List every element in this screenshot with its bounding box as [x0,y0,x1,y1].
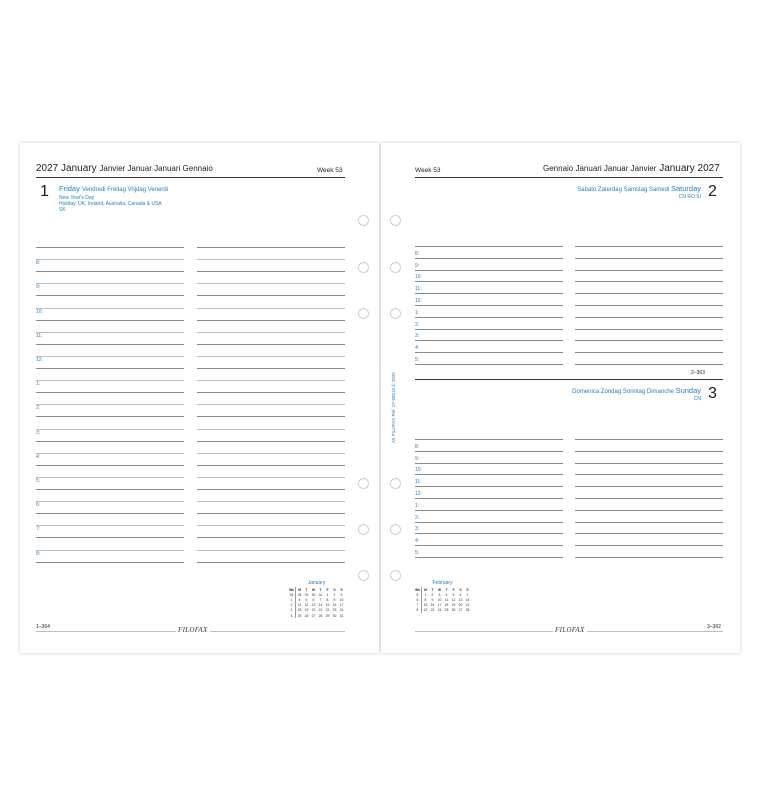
mini-calendar-header: M [424,587,427,592]
timeslot-line [575,293,723,294]
sat-translations: Sabato Zaterdag Samstag Samedi [577,187,670,193]
half-hour-line [197,429,345,430]
timeslot-line [575,305,723,306]
timeslot-line [36,344,184,345]
left-page [20,143,379,653]
timeslot-line [415,281,563,282]
binder-hole-left [358,570,369,581]
timeslot-line [197,344,345,345]
mini-calendar-cell: 8 [326,597,329,602]
left-footer-rule-a [36,631,176,632]
timeslot-line [197,562,345,563]
timeslot-line [575,486,723,487]
left-day-translations: Vendredi Freitag Vrijdag Venerdi [81,187,169,193]
hour-label: 10: [36,308,43,315]
timeslot-line [575,352,723,353]
timeslot-line [575,533,723,534]
left-header-year: 2027 [36,163,59,174]
half-hour-line [36,332,184,333]
mini-calendar-cell: 30 [332,613,337,618]
sat-heading [551,184,701,193]
mini-calendar-header: T [431,587,434,592]
half-hour-line [197,356,345,357]
hour-label: 8: [415,250,420,257]
mini-calendar-cell: 11 [297,603,302,608]
hour-label: 12: [415,491,422,497]
mini-calendar-header: S [333,587,336,592]
timeslot-line [415,258,563,259]
right-header-month: January [659,163,695,174]
mini-calendar-header: W [437,587,442,592]
mini-calendar-cell: 22 [423,608,428,613]
mini-calendar-header: M [298,587,301,592]
mini-calendar-cell: 29 [325,613,330,618]
hour-label: 11: [415,479,422,486]
right-header-rule [415,177,723,178]
hour-label: 5: [36,478,41,484]
hour-label: 3: [36,429,41,436]
hour-label: 4: [415,538,420,545]
mini-calendar-cell: 11 [444,597,449,602]
timeslot-line [36,562,184,563]
timeslot-line [575,510,723,511]
mini-calendar-cell: 2 [288,603,296,608]
left-mini-calendar-grid [288,587,345,618]
half-hour-line [36,453,184,454]
mini-calendar-header: S [466,587,469,592]
left-header [36,163,213,174]
mini-calendar-cell: 15 [325,603,330,608]
binder-hole-left [358,524,369,535]
right-header [543,163,720,174]
half-hour-line [197,404,345,405]
timeslot-line [575,522,723,523]
hour-label: 9: [415,262,420,269]
half-hour-line [36,380,184,381]
mini-calendar-cell: 24 [339,608,344,613]
left-header-rule [36,177,345,178]
hour-label: 4: [415,345,420,352]
half-hour-line [36,404,184,405]
hour-label: 4: [36,453,41,460]
timeslot-line [575,270,723,271]
mini-calendar-cell: 13 [311,603,316,608]
hour-label: 12: [36,357,43,363]
half-hour-line [197,477,345,478]
timeslot-line [197,320,345,321]
right-mini-calendar-grid [414,587,471,613]
hour-label: 1: [415,502,420,509]
left-mini-calendar-title: January [307,580,326,586]
half-hour-line [36,477,184,478]
mini-calendar-cell: 21 [318,608,323,613]
mini-calendar-cell: 19 [451,603,456,608]
mini-calendar-header: T [445,587,448,592]
left-footer-logo: FILOFAX [178,626,208,634]
mini-calendar-cell: 6 [312,597,315,602]
mini-calendar-header: S [340,587,343,592]
hour-label: 5: [415,357,420,363]
left-mini-calendar [288,580,345,618]
mini-calendar-cell: 5 [414,592,422,597]
mini-calendar-cell: 31 [339,613,344,618]
timeslot-line [415,533,563,534]
hour-label: 1: [36,381,41,388]
timeslot-line [415,317,563,318]
hour-label: 2: [36,405,41,412]
mini-calendar-cell: 21 [465,603,470,608]
timeslot-line [36,441,184,442]
mini-calendar-cell: 7 [319,597,322,602]
mini-calendar-cell: 10 [437,597,442,602]
timeslot-line [415,474,563,475]
hour-label: 8: [36,550,41,557]
hour-label: 3: [415,526,420,533]
hour-label: 2: [415,321,420,328]
timeslot-line [36,416,184,417]
mini-calendar-cell: 29 [304,592,309,597]
timeslot-line [36,465,184,466]
sat-end-rule [415,379,723,380]
half-hour-line [36,501,184,502]
timeslot-line [415,522,563,523]
mini-calendar-cell: 6 [414,597,422,602]
timeslot-line [575,557,723,558]
sun-translations: Domenica Zondag Sonntag Dimanche [572,389,674,395]
mini-calendar-cell: 19 [304,608,309,613]
mini-calendar-cell: 31 [318,592,323,597]
timeslot-line [575,545,723,546]
timeslot-line [575,451,723,452]
right-footer-rule-b [587,631,723,632]
timeslot-line [575,474,723,475]
timeslot-line [197,416,345,417]
mini-calendar-cell: 2 [431,592,434,597]
mini-calendar-header: Wk [414,587,421,592]
hour-label: 6: [36,502,41,509]
mini-calendar-cell: 18 [297,608,302,613]
mini-calendar-cell: 2 [333,592,336,597]
timeslot-line [575,258,723,259]
mini-calendar-cell: 12 [451,597,456,602]
hour-label: 9: [415,455,420,462]
timeslot-line [197,247,345,248]
timeslot-line [575,364,723,365]
mini-calendar-cell: 7 [466,592,469,597]
mini-calendar-cell: 10 [339,597,344,602]
mini-calendar-cell: 7 [414,603,422,608]
timeslot-line [36,489,184,490]
mini-calendar-cell: 13 [458,597,463,602]
mini-calendar-cell: 20 [458,603,463,608]
timeslot-line [197,392,345,393]
binder-hole-right [390,308,401,319]
left-day-number: 1 [40,183,49,200]
mini-calendar-cell: 12 [304,603,309,608]
mini-calendar-cell: 24 [437,608,442,613]
timeslot-line [575,463,723,464]
timeslot-line [197,441,345,442]
left-footer-rule-b [210,631,345,632]
mini-calendar-cell: 25 [297,613,302,618]
mini-calendar-cell: 28 [297,592,302,597]
right-page [381,143,740,653]
binder-hole-right [390,478,401,489]
timeslot-line [36,392,184,393]
half-hour-line [197,380,345,381]
mini-calendar-cell: 4 [298,597,301,602]
half-hour-line [197,453,345,454]
mini-calendar-cell: 9 [333,597,336,602]
hour-label: 2: [415,514,420,521]
mini-calendar-header: T [305,587,308,592]
hour-label: 10: [415,467,422,474]
timeslot-line [415,451,563,452]
mini-calendar-cell: 5 [452,592,455,597]
mini-calendar-cell: 16 [430,603,435,608]
timeslot-line [197,368,345,369]
timeslot-line [197,271,345,272]
mini-calendar-cell: 4 [445,592,448,597]
sat-name: Saturday [670,184,701,193]
mini-calendar-cell: 27 [458,608,463,613]
timeslot-line [575,317,723,318]
timeslot-line [575,281,723,282]
mini-calendar-cell: 16 [332,603,337,608]
hour-label: 11: [415,286,422,293]
mini-calendar-cell: 14 [318,603,323,608]
sun-code: CN [693,396,701,402]
mini-calendar-cell: 4 [288,613,296,618]
hour-label: 10: [415,274,422,281]
half-hour-line [36,429,184,430]
timeslot-line [415,557,563,558]
timeslot-line [415,270,563,271]
right-footer-rule-a [415,631,553,632]
mini-calendar-cell: 27 [311,613,316,618]
timeslot-line [197,295,345,296]
timeslot-line [197,537,345,538]
timeslot-line [415,329,563,330]
binder-hole-right [390,262,401,273]
timeslot-line [415,510,563,511]
half-hour-line [36,550,184,551]
hour-label: 8: [36,260,41,267]
timeslot-line [36,320,184,321]
mini-calendar-cell: 3 [288,608,296,613]
timeslot-line [36,271,184,272]
binder-hole-left [358,262,369,273]
right-week-label: Week 53 [415,167,441,174]
left-day-name: Friday [59,184,80,193]
half-hour-line [197,525,345,526]
binder-hole-right [390,524,401,535]
mini-calendar-cell: 1 [326,592,329,597]
timeslot-line [197,513,345,514]
mini-calendar-cell: 1 [424,592,427,597]
left-footer-count: 1–364 [36,624,50,630]
timeslot-line [575,246,723,247]
half-hour-line [197,501,345,502]
mini-calendar-cell: 1 [288,597,296,602]
right-header-year: 2027 [697,163,720,174]
timeslot-line [415,498,563,499]
timeslot-line [415,293,563,294]
timeslot-line [575,329,723,330]
binder-hole-left [358,308,369,319]
half-hour-line [36,525,184,526]
mini-calendar-cell: 26 [304,613,309,618]
mini-calendar-cell: 8 [424,597,427,602]
mini-calendar-header: Wk [288,587,295,592]
sun-heading [531,386,701,395]
mini-calendar-cell: 30 [311,592,316,597]
left-header-translations: Janvier Januar Januari Gennaio [99,164,213,173]
holiday-code: SK [59,207,66,213]
half-hour-line [36,308,184,309]
sat-count: 2–363 [691,370,705,376]
mini-calendar-cell: 17 [339,603,344,608]
mini-calendar-cell: 26 [451,608,456,613]
timeslot-line [36,537,184,538]
binder-hole-left [358,478,369,489]
timeslot-line [575,439,723,440]
half-hour-line [36,259,184,260]
timeslot-line [197,465,345,466]
right-footer-count: 3–362 [707,624,721,630]
mini-calendar-cell: 8 [414,608,422,613]
timeslot-line [36,513,184,514]
sat-codes: CN RO SI [678,194,701,200]
timeslot-line [197,489,345,490]
mini-calendar-cell: 14 [465,597,470,602]
mini-calendar-cell: 9 [431,597,434,602]
mini-calendar-cell: 25 [444,608,449,613]
right-header-translations: Gennaio Januari Januar Janvier [543,164,657,173]
half-hour-line [197,259,345,260]
binder-hole-right [390,570,401,581]
right-footer-logo: FILOFAX [555,626,585,634]
timeslot-line [415,486,563,487]
timeslot-line [36,368,184,369]
mini-calendar-cell: 6 [459,592,462,597]
spine-reference-text: A5 FILOFAX Ref. 27-68515 © 2025 [391,372,396,443]
mini-calendar-cell: 23 [430,608,435,613]
timeslot-line [415,545,563,546]
hour-label: 9: [36,284,41,291]
hour-label: 8: [415,443,420,450]
timeslot-line [415,364,563,365]
half-hour-line [36,356,184,357]
mini-calendar-cell: 3 [438,592,441,597]
left-week-label: Week 53 [317,167,343,174]
holiday-name: New Year's Day [59,195,95,201]
mini-calendar-header: W [311,587,316,592]
holiday-regions: Holiday, UK, Ireland, Australia, Canada & USA [59,201,162,207]
timeslot-line [36,295,184,296]
timeslot-line [415,340,563,341]
mini-calendar-header: F [326,587,329,592]
mini-calendar-header: T [319,587,322,592]
binder-hole-left [358,215,369,226]
timeslot-line [575,498,723,499]
mini-calendar-cell: 22 [325,608,330,613]
hour-label: 11: [36,332,43,339]
timeslot-line [36,247,184,248]
mini-calendar-cell: 53 [288,592,296,597]
hour-label: 7: [36,526,41,533]
hour-label: 5: [415,550,420,556]
right-mini-calendar [414,580,471,613]
binder-hole-right [390,215,401,226]
sun-number: 3 [708,385,717,402]
hour-label: 12: [415,298,422,304]
right-mini-calendar-title: February [432,580,453,586]
timeslot-line [575,340,723,341]
timeslot-line [415,246,563,247]
timeslot-line [415,439,563,440]
mini-calendar-header: S [459,587,462,592]
sun-name: Sunday [675,386,701,395]
left-header-month: January [61,163,97,174]
mini-calendar-cell: 28 [465,608,470,613]
mini-calendar-header: F [452,587,455,592]
hour-label: 1: [415,309,420,316]
hour-label: 3: [415,333,420,340]
half-hour-line [36,283,184,284]
mini-calendar-cell: 5 [305,597,308,602]
half-hour-line [197,283,345,284]
timeslot-line [415,305,563,306]
sat-number: 2 [708,183,717,200]
mini-calendar-cell: 20 [311,608,316,613]
timeslot-line [415,352,563,353]
half-hour-line [197,308,345,309]
mini-calendar-cell: 3 [340,592,343,597]
mini-calendar-cell: 23 [332,608,337,613]
timeslot-line [415,463,563,464]
mini-calendar-cell: 18 [444,603,449,608]
half-hour-line [197,332,345,333]
mini-calendar-cell: 17 [437,603,442,608]
mini-calendar-cell: 28 [318,613,323,618]
left-day-heading [59,184,168,193]
mini-calendar-cell: 15 [423,603,428,608]
half-hour-line [197,550,345,551]
